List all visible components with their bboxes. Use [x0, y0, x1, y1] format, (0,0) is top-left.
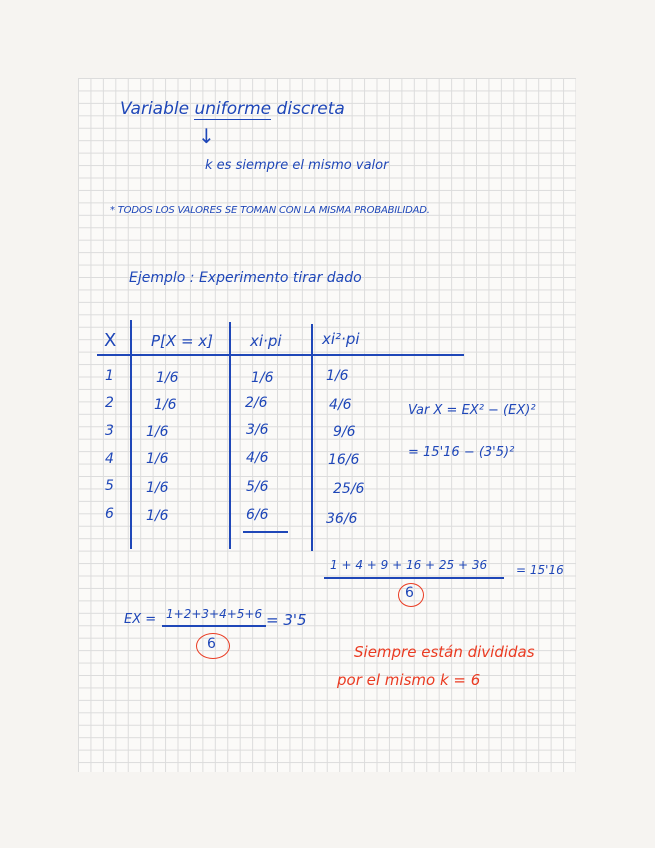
squares-fraction-bar: [324, 577, 504, 579]
red-note-line-2: por el mismo k = 6: [337, 671, 481, 689]
table-cell: 1/6: [146, 480, 169, 496]
table-cell: 5/6: [246, 479, 269, 495]
table-header: xi²·pi: [322, 330, 360, 348]
variance-formula: Var X = EX² − (EX)²: [408, 403, 536, 418]
table-cell: 4/6: [246, 450, 269, 466]
squares-sum-result: = 15'16: [516, 563, 564, 577]
table-cell: 1/6: [251, 370, 274, 386]
table-column-divider-2: [229, 322, 231, 549]
table-header: X: [104, 330, 117, 351]
note-k-constant: k es siempre el mismo valor: [205, 158, 389, 173]
table-cell: 4/6: [329, 397, 352, 413]
table-cell: 5: [105, 478, 114, 494]
variance-value: = 15'16 − (3'5)²: [408, 445, 515, 460]
table-cell: 6/6: [246, 507, 269, 523]
table-cell: 1/6: [326, 368, 349, 384]
table-cell: 1: [105, 368, 114, 384]
table-cell: 1/6: [146, 508, 169, 524]
table-column-divider-1: [130, 320, 132, 549]
table-header: P[X = x]: [151, 332, 214, 350]
table-cell: 4: [105, 451, 114, 467]
table-cell: 36/6: [326, 511, 358, 527]
table-cell: 1/6: [146, 451, 169, 467]
table-cell: 6: [105, 506, 114, 522]
table-cell: 1/6: [156, 370, 179, 386]
table-header-rule: [97, 354, 464, 356]
squares-sum-numerator: 1 + 4 + 9 + 16 + 25 + 36: [330, 558, 488, 572]
table-cell: 1/6: [146, 424, 169, 440]
page-title: [120, 99, 345, 119]
title-word-discreta: discreta: [276, 99, 345, 119]
table-cell: 3/6: [246, 422, 269, 438]
sum-underline: [243, 531, 288, 533]
title-word-variable: Variable: [120, 99, 190, 119]
title-word-uniforme: uniforme: [194, 99, 272, 119]
table-cell: 3: [105, 423, 114, 439]
table-cell: 1/6: [154, 397, 177, 413]
example-title: Ejemplo : Experimento tirar dado: [129, 270, 362, 286]
red-note-line-1: Siempre están divididas: [354, 643, 535, 661]
expected-value-fraction-bar: [162, 625, 266, 627]
table-cell: 25/6: [333, 481, 365, 497]
table-cell: 9/6: [333, 424, 356, 440]
expected-value-label: EX =: [124, 612, 157, 627]
table-cell: 2: [105, 395, 114, 411]
table-cell: 16/6: [328, 452, 360, 468]
table-header: xi·pi: [250, 332, 282, 350]
expected-value-result: = 3'5: [266, 611, 307, 629]
table-cell: 2/6: [245, 395, 268, 411]
expected-value-denominator: 6: [207, 636, 216, 652]
squares-sum-denominator: 6: [405, 585, 414, 601]
expected-value-numerator: 1+2+3+4+5+6: [166, 607, 263, 621]
down-arrow-icon: ↓: [198, 124, 215, 148]
note-equal-probability: * TODOS LOS VALORES SE TOMAN CON LA MISMA PROBABILIDAD.: [110, 205, 430, 216]
table-column-divider-3: [311, 324, 313, 551]
